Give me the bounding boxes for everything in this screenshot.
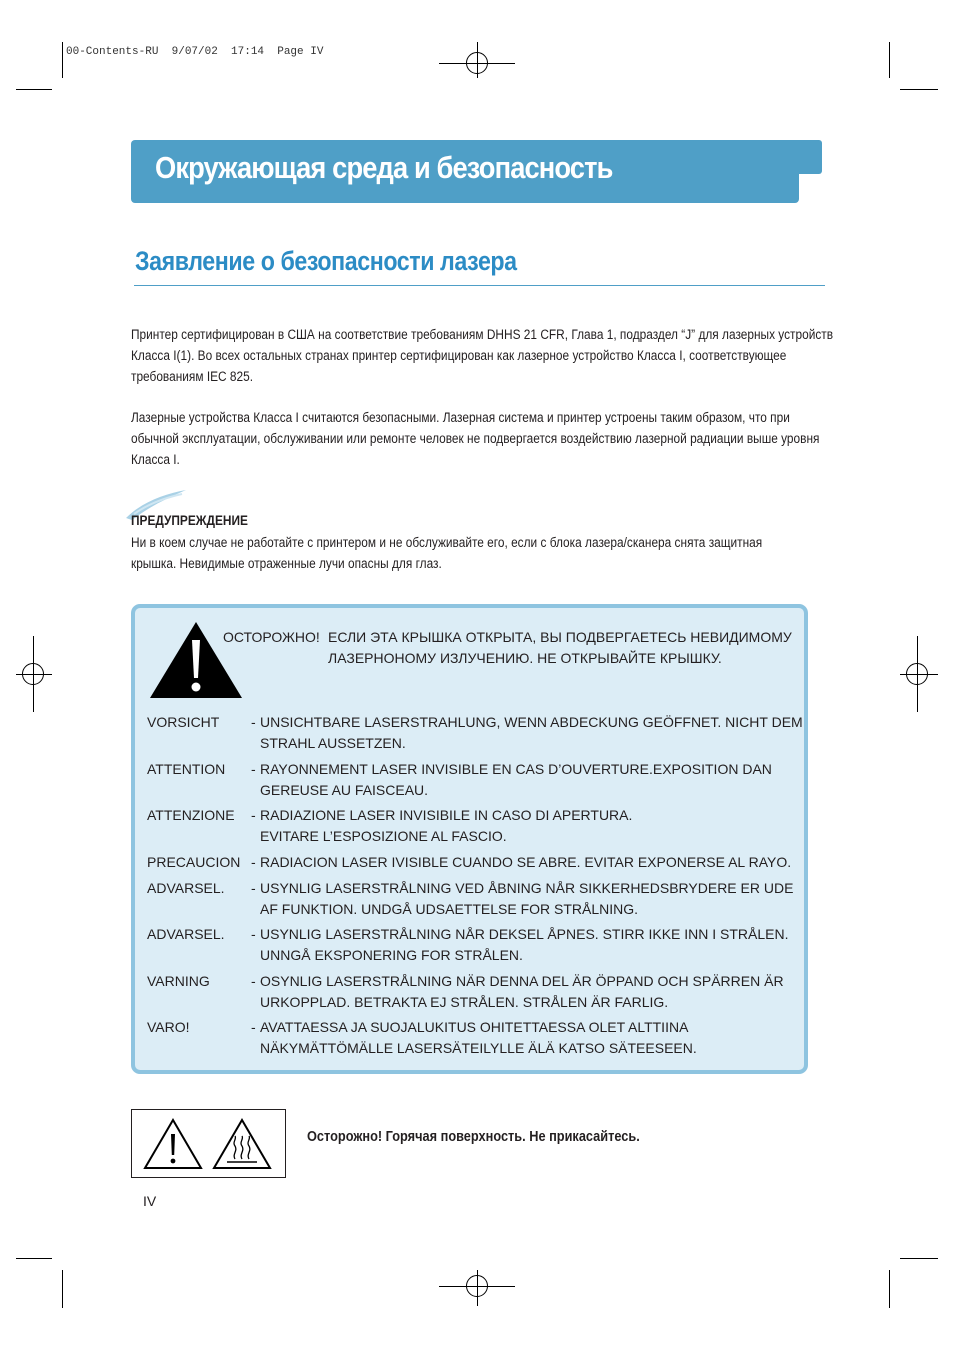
entry-dash: -	[251, 973, 256, 989]
paragraph-line: обычной эксплуатации, обслуживании или ремонте человек не подвергается воздействию лазерной радиации выше уровня	[131, 430, 820, 446]
paragraph-line: Класса I(1). Во всех остальных странах принтер сертифицирован как лазерное устройство Класса I, соответствующее	[131, 347, 787, 363]
entry-dash: -	[251, 926, 256, 942]
section-title: Заявление о безопасности лазера	[135, 246, 517, 276]
paragraph-line: Лазерные устройства Класса I считаются безопасными. Лазерная система и принтер устроены таким образом, что при	[131, 410, 790, 425]
caution-label: ОСТОРОЖНО!	[223, 629, 320, 645]
entry-dash: -	[251, 880, 256, 896]
warning-entry-label: VORSICHT	[147, 714, 220, 730]
warning-entry-label: PRECAUCION	[147, 854, 241, 870]
section-divider	[134, 285, 825, 286]
warning-entry-text: EVITARE L’ESPOSIZIONE AL FASCIO.	[260, 828, 507, 844]
entry-dash: -	[251, 714, 256, 730]
paragraph-line: Принтер сертифицирован в США на соответствие требованиям DHHS 21 CFR, Глава 1, подраздел “J” для лазерных устройств	[131, 327, 834, 342]
warning-entry-text: URKOPPLAD. BETRAKTA EJ STRÅLEN. STRÅLEN ÄR FARLIG.	[260, 994, 669, 1010]
caution-line: ЛАЗЕРНОНОМУ ИЗЛУЧЕНИЮ. НЕ ОТКРЫВАЙТЕ КРЫШКУ.	[328, 650, 722, 666]
hot-surface-caution: Осторожно! Горячая поверхность. Не прикасайтесь.	[307, 1129, 640, 1145]
warning-entry-text: OSYNLIG LASERSTRÅLNING NÄR DENNA DEL ÄR ÖPPAND OCH SPÄRREN ÄR	[260, 973, 784, 989]
title-banner-tab	[796, 140, 822, 174]
entry-dash: -	[251, 1019, 256, 1035]
warning-entry-text: USYNLIG LASERSTRÅLNING NÅR DEKSEL ÅPNES. STIRR IKKE INN I STRÅLEN.	[260, 926, 789, 942]
warning-entry-text: RADIACION LASER IVISIBLE CUANDO SE ABRE. EVITAR EXPONERSE AL RAYO.	[260, 854, 792, 870]
warning-entry-text: GEREUSE AU FAISCEAU.	[260, 782, 429, 798]
warning-entry-label: VARNING	[147, 973, 210, 989]
page-title: Окружающая среда и безопасность	[155, 150, 613, 185]
warning-entry-text: AF FUNKTION. UNDGÅ UDSAETTELSE FOR STRÅLNING.	[260, 901, 639, 917]
paragraph-line: Класса I.	[131, 451, 180, 467]
paragraph-certification	[131, 325, 834, 387]
print-header: 00-Contents-RU 9/07/02 17:14 Page IV	[66, 46, 324, 58]
paragraph-line: требованиям IEC 825.	[131, 368, 254, 384]
warning-line: Ни в коем случае не работайте с принтером и не обслуживайте его, если с блока лазера/сканера снята защитная	[131, 535, 763, 550]
warning-entry-label: ADVARSEL.	[147, 880, 225, 896]
warning-entry-text: RAYONNEMENT LASER INVISIBLE EN CAS D’OUVERTURE.EXPOSITION DAN	[260, 761, 772, 777]
warning-entry-label: ADVARSEL.	[147, 926, 225, 942]
warning-entry-text: USYNLIG LASERSTRÅLNING VED ÅBNING NÅR SIKKERHEDSBRYDERE ER UDE	[260, 880, 794, 896]
warning-entry-text: AVATTAESSA JA SUOJALUKITUS OHITETTAESSA OLET ALTTIINA	[260, 1019, 689, 1035]
hot-surface-icon	[211, 1117, 273, 1171]
caution-line: ЕСЛИ ЭТА КРЫШКА ОТКРЫТА, ВЫ ПОДВЕРГАЕТЕСЬ НЕВИДИМОМУ	[328, 629, 792, 645]
warning-line: крышка. Невидимые отраженные лучи опасны для глаз.	[131, 555, 442, 571]
entry-dash: -	[251, 807, 256, 823]
entry-dash: -	[251, 854, 256, 870]
warning-entry-label: ATTENTION	[147, 761, 226, 777]
warning-entry-text: NÄKYMÄTTÖMÄLLE LASERSÄTEILYLLE ÄLÄ KATSO SÄTEESEEN.	[260, 1040, 697, 1056]
page-number: IV	[143, 1193, 157, 1209]
warning-entry-text: UNSICHTBARE LASERSTRAHLUNG, WENN ABDECKUNG GEÖFFNET. NICHT DEM	[260, 714, 803, 730]
warning-heading: ПРЕДУПРЕЖДЕНИЕ	[131, 513, 248, 528]
warning-entry-text: STRAHL AUSSETZEN.	[260, 735, 406, 751]
warning-entry-label: ATTENZIONE	[147, 807, 235, 823]
warning-text	[131, 533, 791, 575]
entry-dash: -	[251, 761, 256, 777]
exclamation-triangle-icon	[142, 1117, 204, 1171]
warning-entry-label: VARO!	[147, 1019, 190, 1035]
warning-entry-text: RADIAZIONE LASER INVISIBILE IN CASO DI APERTURA.	[260, 807, 633, 823]
warning-entry-text: UNNGÅ EKSPONERING FOR STRÅLEN.	[260, 947, 523, 963]
paragraph-class-one	[131, 408, 820, 470]
